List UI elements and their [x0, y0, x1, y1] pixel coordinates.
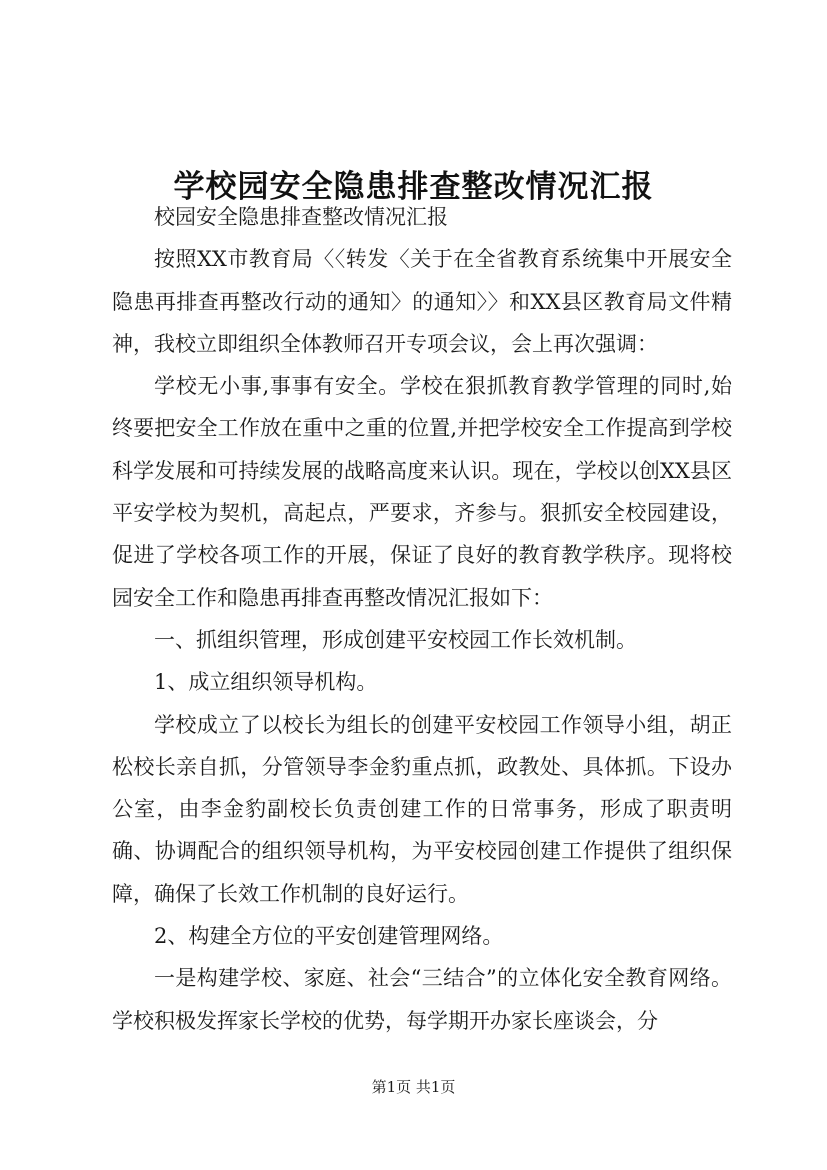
page-number-footer: 第1页 共1页 — [371, 1078, 456, 1096]
paragraph-subtitle: 校园安全隐患排查整改情况汇报 — [154, 205, 448, 229]
section-heading-1: 一、抓组织管理，形成创建平安校园工作长效机制。 — [154, 627, 637, 652]
paragraph-overview: 学校无小事,事事有安全。学校在狠抓教育教学管理的同时,始终要把安全工作放在重中之重的位置,并把学校安全工作提高到学校科学发展和可持续发展的战略高度来认识。现在，学校以创XX县区平安学校为契机，高起点，严要求，齐参与。狠抓安全校园建设，促进了学校各项工作的开展，保证了良好的教育教学秩序。现将校园安全工作和隐患再排查再整改情况汇报如下： — [112, 374, 732, 610]
paragraph-network: 一是构建学校、家庭、社会“三结合”的立体化安全教育网络。学校积极发挥家长学校的优势，每学期开办家长座谈会，分 — [112, 966, 732, 1033]
document-body — [112, 196, 732, 1042]
paragraph-organization: 学校成立了以校长为组长的创建平安校园工作领导小组，胡正松校长亲自抓，分管领导李金豹重点抓，政教处、具体抓。下设办公室，由李金豹副校长负责创建工作的日常事务，形成了职责明确、协调配合的组织领导机构，为平安校园创建工作提供了组织保障，确保了长效工作机制的良好运行。 — [112, 712, 732, 906]
document-title: 学校园安全隐患排查整改情况汇报 — [173, 168, 654, 205]
subsection-heading-1: 1、成立组织领导机构。 — [154, 670, 378, 695]
subsection-heading-2: 2、构建全方位的平安创建管理网络。 — [154, 924, 504, 949]
paragraph-intro: 按照XX市教育局〈〈转发〈关于在全省教育系统集中开展安全隐患再排查再整改行动的通知〉的通知〉〉和XX县区教育局文件精神，我校立即组织全体教师召开专项会议，会上再次强调： — [112, 247, 732, 356]
